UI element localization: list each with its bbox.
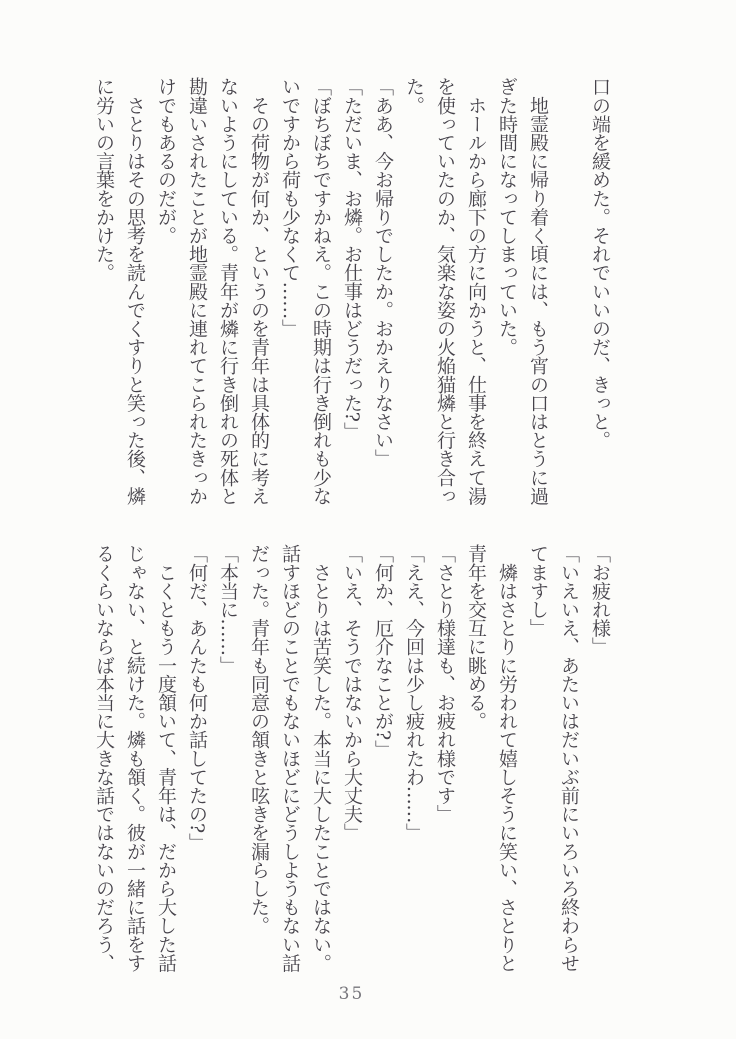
text-line: だった。青年も同意の頷きと呟きを漏らした。 [248, 544, 270, 935]
text-line: 「いえ、そうではないから大丈夫」 [341, 544, 363, 842]
text-line: た。 [403, 77, 425, 115]
text-line: 「お疲れ様」 [589, 544, 611, 656]
page-number: 35 [338, 984, 365, 1004]
text-line: けでもあるのだが。 [155, 77, 177, 245]
text-line: を使っていたのか、気楽な姿の火焔猫燐と行き合っ [434, 77, 456, 505]
text-line: さとりはその思考を読んでくすりと笑った後、燐 [124, 77, 146, 505]
text-line: ないようにしている。青年が燐に行き倒れの死体と [217, 77, 239, 505]
text-line: 「ただいま、お燐。お仕事はどうだった?」 [341, 77, 363, 441]
text-block-upper [88, 77, 615, 529]
text-line: 口の端を緩めた。それでいいのだ、きっと。 [589, 77, 611, 450]
text-line: るくらいならば本当に大きな話ではないのだろう、 [93, 544, 115, 972]
text-line: 「何か、厄介なことが?」 [372, 544, 394, 759]
text-line: 「さとり様達も、お疲れ様です」 [434, 544, 456, 824]
text-line: 勘違いされたことが地霊殿に連れてこられたきっか [186, 77, 208, 505]
text-line: 青年を交互に眺める。 [465, 544, 487, 731]
text-line: 「本当に……」 [217, 544, 239, 675]
text-line: 「ぼちぼちですかねえ。この時期は行き倒れも少な [310, 77, 332, 505]
text-line: 「いえいえ、あたいはだいぶ前にいろいろ終わらせ [558, 544, 580, 972]
text-line: 燐はさとりに労われて嬉しそうに笑い、さとりと [496, 544, 518, 972]
text-line: てますし」 [527, 544, 549, 638]
text-line: 「ああ、今お帰りでしたか。おかえりなさい」 [372, 77, 394, 468]
text-line: ホールから廊下の方に向かうと、仕事を終えて湯 [465, 77, 487, 505]
text-line: 地霊殿に帰り着く頃には、もう宵の口はとうに過 [527, 77, 549, 505]
text-line: こくともう一度頷いて、青年は、だから大した話 [155, 544, 177, 972]
text-line: じゃない、と続けた。燐も頷く。彼が一緒に話をす [124, 544, 146, 972]
text-line: さとりは苦笑した。本当に大したことではない。 [310, 544, 332, 972]
text-line: 話すほどのことでもないほどにどうしようもない話 [279, 544, 301, 972]
text-line: に労いの言葉をかけた。 [93, 77, 115, 282]
text-block-lower [88, 544, 615, 996]
text-line [553, 77, 584, 529]
text-line: ぎた時間になってしまっていた。 [496, 77, 518, 357]
text-line: 「何だ、あんたも何か話してたの?」 [186, 544, 208, 852]
text-line: いですから荷も少なくて……」 [279, 77, 301, 338]
text-line: その荷物が何か、というのを青年は具体的に考え [248, 77, 270, 505]
text-line: 「ええ、今回は少し疲れたわ……」 [403, 544, 425, 842]
